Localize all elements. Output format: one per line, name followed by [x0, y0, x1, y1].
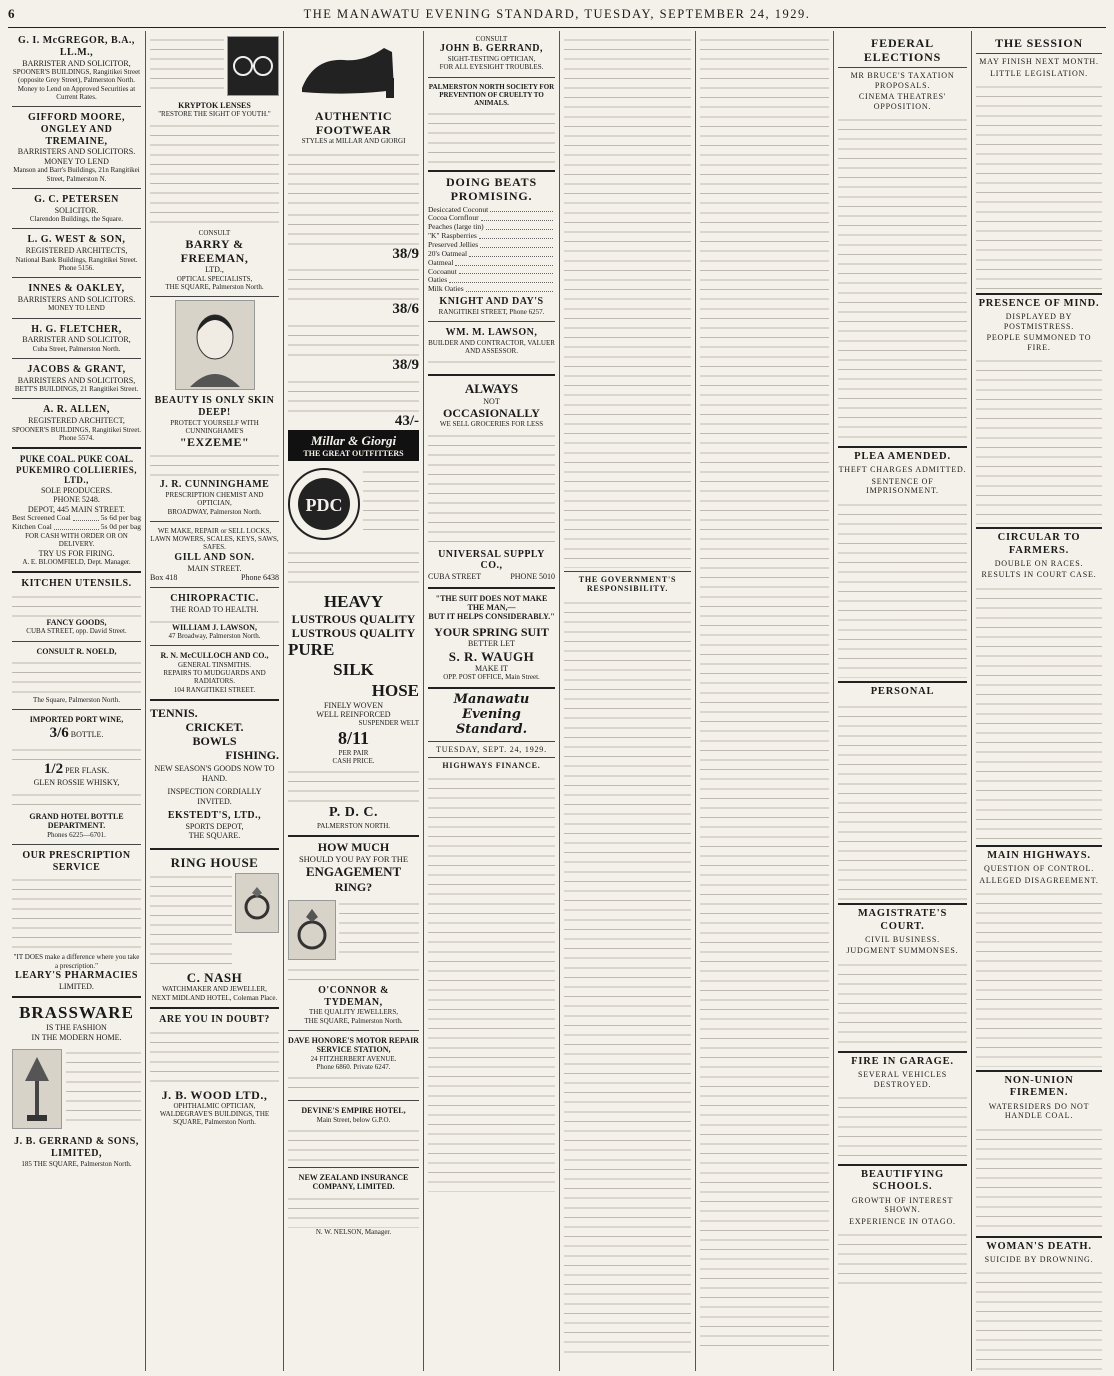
ad-noeld: CONSULT R. NOELD, The Square, Palmerston North.: [12, 645, 141, 707]
ad-waugh: "THE SUIT DOES NOT MAKE THE MAN,— BUT IT HELPS CONSIDERABLY." YOUR SPRING SUIT BETTER LET S. R. WAUGH MAKE IT OPP. POST OFFICE, Main Street.: [428, 593, 555, 682]
ad-ekstedt: TENNIS. CRICKET. BOWLS FISHING. NEW SEASON'S GOODS NOW TO HAND. INSPECTION CORDIALLY INVITED. EKSTEDT'S, LTD., SPORTS DEPOT, THE SQUARE.: [150, 705, 279, 841]
ad-petersen: G. C. PETERSEN SOLICITOR. Clarendon Buildings, the Square.: [29, 193, 124, 224]
pdc-logo: [288, 468, 360, 540]
ad-gifford-moore: GIFFORD MOORE, ONGLEY AND TREMAINE, BARRISTERS AND SOLICITORS. MONEY TO LEND Manson and Barr's Buildings, 21n Rangitikei Street, Palmerston N.: [13, 112, 140, 183]
editorial-masthead: Manawatu Evening Standard.: [453, 691, 530, 738]
ad-lawson: WM. M. LAWSON, BUILDER AND CONTRACTOR, VALUER AND ASSESSOR.: [428, 325, 555, 371]
schools-body: [838, 1228, 967, 1288]
ad-universal-supply: ALWAYS NOT OCCASIONALLY WE SELL GROCERIES FOR LESS UNIVERSAL SUPPLY CO., CUBA STREET PHONE 5010: [428, 381, 555, 582]
schools-heading: BEAUTIFYING SCHOOLS.: [861, 1169, 944, 1193]
ad-innes-oakley: INNES & OAKLEY, BARRISTERS AND SOLICITORS. MONEY TO LEND: [17, 283, 136, 313]
personal-body: [838, 700, 967, 900]
column-5: [560, 31, 696, 1371]
column-4: [424, 31, 560, 1371]
fed-elections-body: [838, 113, 967, 443]
presence-body: [976, 354, 1102, 524]
ring-image: [235, 873, 279, 933]
firemen-heading: NON-UNION FIREMEN.: [1004, 1075, 1074, 1099]
ad-kryptok: KRYPTOK LENSES "RESTORE THE SIGHT OF YOUTH." CONSULT BARRY & FREEMAN, LTD., OPTICAL SPECIALISTS, THE SQUARE, Palmerston North.: [150, 99, 279, 293]
session-body: [976, 80, 1102, 290]
circular-heading: CIRCULAR TO FARMERS.: [997, 532, 1081, 556]
newspaper-title: THE MANAWATU EVENING STANDARD, TUESDAY, SEPTEMBER 24, 1929.: [303, 7, 811, 21]
session-heading: THE SESSION: [995, 36, 1083, 50]
article-gov-heading: THE GOVERNMENT'S RESPONSIBILITY.: [578, 575, 677, 594]
ad-exzeme: BEAUTY IS ONLY SKIN DEEP! PROTECT YOURSELF WITH CUNNINGHAME'S "EXZEME" J. R. CUNNINGHAME PRESCRIPTION CHEMIST AND OPTICIAN, BROADWAY, Palmerston North.: [150, 393, 279, 518]
ad-dave-honore: DAVE HONORE'S MOTOR REPAIR SERVICE STATION, 24 FITZHERBERT AVENUE. Phone 6860. Private 6247.: [288, 1034, 419, 1097]
ad-nz-insurance: NEW ZEALAND INSURANCE COMPANY, LIMITED. N. W. NELSON, Manager.: [288, 1171, 419, 1238]
firemen-body: [976, 1123, 1102, 1233]
fire-heading: FIRE IN GARAGE.: [851, 1055, 954, 1067]
ad-kitchen-utensils: KITCHEN UTENSILS. FANCY GOODS, CUBA STREET, opp. David Street.: [12, 576, 141, 637]
ad-brassware: BRASSWARE IS THE FASHION IN THE MODERN HOME. J. B. GERRAND & SONS, LIMITED, 185 THE SQUARE, Palmerston North.: [12, 1001, 141, 1170]
article-gov-body: [564, 596, 691, 1356]
plea-body: [838, 498, 967, 678]
engagement-ring-image: [288, 900, 336, 960]
womans-death-body: [976, 1266, 1102, 1371]
womans-death-heading: WOMAN'S DEATH.: [986, 1240, 1092, 1252]
ad-jacobs-grant: JACOBS & GRANT, BARRISTERS AND SOLICITORS, BETT'S BUILDINGS, 21 Rangitikei Street.: [14, 363, 139, 394]
circular-body: [976, 582, 1102, 842]
woman-portrait-image: [175, 300, 255, 390]
shoe-image: [294, 36, 414, 104]
editorial-date: TUESDAY, SEPT. 24, 1929.: [436, 744, 547, 754]
ad-kryptok-header: [150, 33, 279, 99]
ad-gill-son: WE MAKE, REPAIR or SELL LOCKS, LAWN MOWERS, SCALES, KEYS, SAWS, SAFES. GILL AND SON. MAIN STREET. Box 418 Phone 6438: [150, 526, 279, 582]
ad-silk-hose: HEAVY LUSTROUS QUALITY LUSTROUS QUALITY PURE SILK HOSE FINELY WOVEN WELL REINFORCED SUSPENDER WELT 8/11 PER PAIR CASH PRICE. P. D. C. PALMERSTON NORTH.: [288, 592, 419, 830]
ad-chiropractic: CHIROPRACTIC. THE ROAD TO HEALTH. WILLIAM J. LAWSON, 47 Broadway, Palmerston North.: [150, 591, 279, 642]
column-8: THE SESSION MAY FINISH NEXT MONTH. LITTLE LEGISLATION. PRESENCE OF MIND. DISPLAYED BY POSTMISTRESS. PEOPLE SUMMONED TO FIRE. CIRCULAR TO FARMERS. DOUBLE ON RACES. RESULTS IN COURT CASE. MAIN HIGHWAYS. QUESTION OF CONTROL. ALLEGED DISAGREEMENT. NON-UNION FIREMEN. WATERSIDERS DO NOT HANDLE COAL. WOMAN'S DEATH. SUICIDE BY DROWNING.: [972, 31, 1106, 1371]
svg-text:PDC: PDC: [305, 495, 343, 516]
fed-elections-heading: FEDERAL ELECTIONS: [863, 36, 942, 65]
editorial-body: [428, 772, 555, 1192]
ad-gerrand: CONSULT JOHN B. GERRAND, SIGHT-TESTING OPTICIAN, FOR ALL EYESIGHT TROUBLES.: [439, 35, 544, 72]
ad-devine-hotel: DEVINE'S EMPIRE HOTEL, Main Street, below G.P.O.: [288, 1104, 419, 1164]
column-3: AUTHENTIC FOOTWEAR STYLES at MILLAR AND GIORGI 38/9 38/6 38/9 43/- Millar & Giorgi THE GREAT OUTFITTERS PDC HEAVY LUSTROUS QUALITY LUSTROUS QUALITY PURE SILK HOSE FINELY WOVEN WELL REINFORCED SUSPENDER WELT 8/11 PER PAIR CASH PRICE. P. D. C. PALMERSTON NORTH. HOW MUCH SHOULD YOU PAY FOR THE ENGAGEMENT RING? O'CONNOR & TYDEMAN, THE QUALITY JEWELLERS, THE SQUARE, Palmerston North. DAVE HONORE'S MOTOR REPAIR SERVICE STATION, 24 FITZHERBERT AVENUE. Phone 6860. Private 6247. DEVINE'S EMPIRE HOTEL, Main Street, below G.P.O. NEW ZEALAND INSURANCE COMPANY, LIMITED. N. W. NELSON, Manager.: [284, 31, 424, 1371]
page-number: 6: [8, 6, 15, 21]
ad-engagement-ring: HOW MUCH SHOULD YOU PAY FOR THE ENGAGEMENT RING? O'CONNOR & TYDEMAN, THE QUALITY JEWELLERS, THE SQUARE, Palmerston North.: [288, 840, 419, 1027]
ad-ring-house: RING HOUSE C. NASH WATCHMAKER AND JEWELLER, NEXT MIDLAND HOTEL, Coleman Place.: [151, 854, 278, 1002]
editorial-heading: HIGHWAYS FINANCE.: [442, 760, 541, 770]
column-6: [696, 31, 834, 1371]
presence-heading: PRESENCE OF MIND.: [978, 298, 1100, 310]
brass-lamp-image: [12, 1049, 62, 1129]
personal-heading: PERSONAL: [870, 685, 935, 697]
fire-body: [838, 1091, 967, 1161]
ad-knight-day: DOING BEATS PROMISING. Desiccated Coconut Cocoa Cornflour Peaches (large tin) "K" Raspberries Preserved Jellies 20's Oatmeal Oatmeal Cocoanut Oaties Milk Oaties KNIGHT AND DAY'S RANGITIKEI STREET, Phone 6257.: [428, 175, 555, 318]
news-column-6: [700, 33, 829, 1353]
millar-giorgi-logo: Millar & Giorgi THE GREAT OUTFITTERS: [288, 430, 419, 461]
article-continued: [564, 33, 691, 568]
column-7: FEDERAL ELECTIONS MR BRUCE'S TAXATION PROPOSALS. CINEMA THEATRES' OPPOSITION. PLEA AMENDED. THEFT CHARGES ADMITTED. SENTENCE OF IMPRISONMENT. PERSONAL MAGISTRATE'S COURT. CIVIL BUSINESS. JUDGMENT SUMMONSES. FIRE IN GARAGE. SEVERAL VEHICLES DESTROYED. BEAUTIFYING SCHOOLS. GROWTH OF INTEREST SHOWN. EXPERIENCE IN OTAGO.: [834, 31, 972, 1371]
ad-pdc-top: [288, 465, 419, 543]
ad-port-wine: IMPORTED PORT WINE, 3/6 BOTTLE. 1/2 PER FLASK. GLEN ROSSIE WHISKY, GRAND HOTEL BOTTLE DEPARTMENT. Phones 6225—6701.: [12, 713, 141, 840]
court-body: [838, 958, 967, 1048]
ad-prescription: OUR PRESCRIPTION SERVICE "IT DOES make a difference where you take a prescription." LEARY'S PHARMACIES LIMITED.: [13, 849, 140, 991]
page-masthead: [8, 6, 1106, 28]
ad-west-son: L. G. WEST & SON, REGISTERED ARCHITECTS, National Bank Buildings, Rangitikei Street. Phone 5156.: [15, 234, 138, 272]
ad-fletcher: H. G. FLETCHER, BARRISTER AND SOLICITOR, Cuba Street, Palmerston North.: [22, 323, 131, 353]
ad-jb-wood: ARE YOU IN DOUBT? J. B. WOOD LTD., OPHTHALMIC OPTICIAN, WALDEGRAVE'S BUILDINGS, THE SQUARE, Palmerston North.: [150, 1012, 279, 1129]
ad-mcgregor: G. I. McGREGOR, B.A., LL.M., BARRISTER AND SOLICITOR, SPOONER'S BUILDINGS, Rangitikei Street (opposite Grey Street), Palmerston North. Money to Lend on Approved Securities at Current Rates.: [12, 35, 141, 101]
column-2: [146, 31, 284, 1371]
ad-mcculloch: R. N. McCULLOCH AND CO., GENERAL TINSMITHS. REPAIRS TO MUDGUARDS AND RADIATORS. 104 RANGITIKEI STREET.: [160, 651, 269, 694]
plea-heading: PLEA AMENDED.: [854, 451, 951, 463]
main-highways-heading: MAIN HIGHWAYS.: [987, 849, 1091, 861]
ad-footwear: AUTHENTIC FOOTWEAR STYLES at MILLAR AND GIORGI: [301, 109, 406, 146]
column-1: [8, 31, 146, 1371]
ad-puke-coal: PUKE COAL. PUKE COAL. PUKEMIRO COLLIERIES, LTD., SOLE PRODUCERS. PHONE 5248. DEPOT, 445 MAIN STREET. Best Screened Coal 5s 6d per bag Kitchen Coal 5s 0d per bag FOR CASH WITH ORDER OR ON DELIVERY. TRY US FOR FIRING. A. E. BLOOMFIELD, Dept. Manager.: [12, 454, 141, 566]
main-highways-body: [976, 887, 1102, 1067]
ad-allen: A. R. ALLEN, REGISTERED ARCHITECT, SPOONER'S BUILDINGS, Rangitikei Street. Phone 5574.: [12, 404, 142, 442]
notice-spca: PALMERSTON NORTH SOCIETY FOR PREVENTION OF CRUELTY TO ANIMALS.: [428, 81, 555, 168]
kryptok-glasses-image: [227, 36, 279, 96]
court-heading: MAGISTRATE'S COURT.: [857, 908, 948, 932]
